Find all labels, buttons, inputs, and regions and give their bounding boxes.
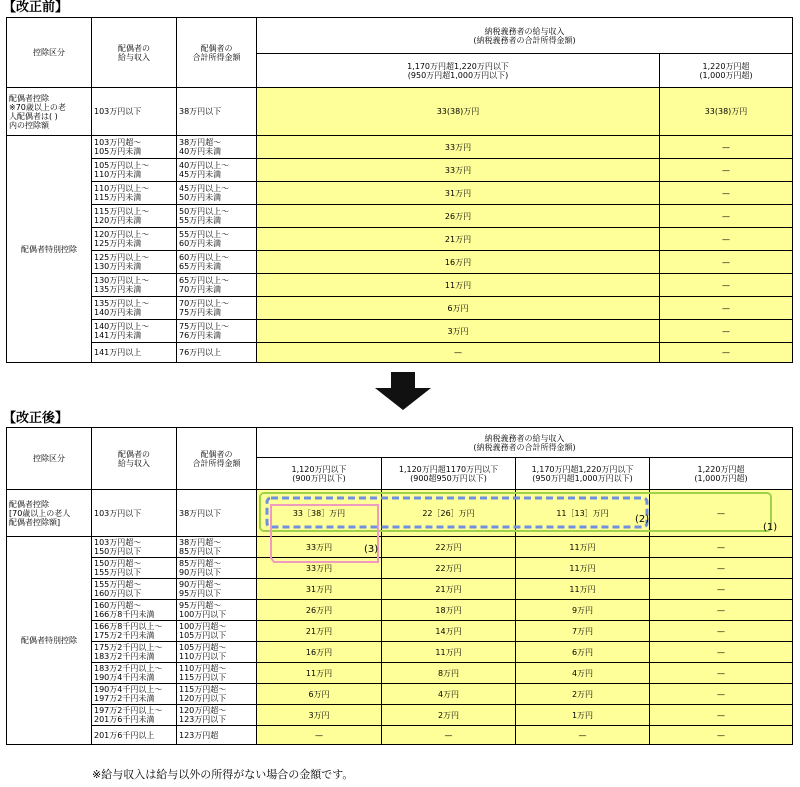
deduction-value: 4万円 — [516, 663, 650, 684]
after-heading: 【改正後】 — [3, 411, 69, 426]
spouse-total-range: 75万円以上～ 76万円未満 — [177, 320, 257, 343]
deduction-value: 26万円 — [257, 600, 382, 621]
spouse-total-range: 60万円以上～ 65万円未満 — [177, 251, 257, 274]
deduction-value: 4万円 — [382, 684, 516, 705]
after-spouse-deduction-label: 配偶者控除 [70歳以上の老人 配偶者控除額] — [7, 490, 92, 537]
deduction-value: 22万円 — [382, 558, 516, 579]
spouse-total-range: 50万円以上～ 55万円未満 — [177, 205, 257, 228]
spouse-income-range: 197万2千円以上～ 201万6千円未満 — [92, 705, 177, 726]
deduction-value: — — [257, 726, 382, 745]
footnote: ※給与収入は給与以外の所得がない場合の金額です。 — [92, 768, 354, 781]
spouse-total-range: 65万円以上～ 70万円未満 — [177, 274, 257, 297]
before-table — [6, 17, 793, 363]
before-heading: 【改正前】 — [3, 0, 69, 15]
deduction-value: — — [382, 726, 516, 745]
after-header-col3: 1,170万円超1,220万円以下 (950万円超1,000万円以下) — [516, 458, 650, 490]
deduction-value: 18万円 — [382, 600, 516, 621]
deduction-value: 16万円 — [257, 251, 660, 274]
deduction-value: 1万円 — [516, 705, 650, 726]
spouse-income-range: 135万円以上～ 140万円未満 — [92, 297, 177, 320]
table-row — [7, 684, 793, 705]
deduction-value: — — [660, 251, 793, 274]
spouse-income-range: 120万円以上～ 125万円未満 — [92, 228, 177, 251]
table-row — [7, 274, 793, 297]
deduction-value: — — [650, 621, 793, 642]
deduction-value: — — [660, 205, 793, 228]
table-row — [7, 579, 793, 600]
deduction-value: — — [660, 274, 793, 297]
spouse-total-range: 100万円超～ 105万円以下 — [177, 621, 257, 642]
deduction-value: 31万円 — [257, 579, 382, 600]
table-row — [7, 642, 793, 663]
deduction-value: 11万円 — [516, 558, 650, 579]
spouse-total-range: 105万円超～ 110万円以下 — [177, 642, 257, 663]
deduction-value: 7万円 — [516, 621, 650, 642]
spouse-income-range: 201万6千円以上 — [92, 726, 177, 745]
after-spouse-deduction-v1: 33［38］万円 — [257, 490, 382, 537]
deduction-value: — — [257, 343, 660, 363]
spouse-income-range: 103万円超～ 105万円未満 — [92, 136, 177, 159]
deduction-value: — — [660, 182, 793, 205]
spouse-income-range: 110万円以上～ 115万円未満 — [92, 182, 177, 205]
spouse-income-range: 105万円以上～ 110万円未満 — [92, 159, 177, 182]
deduction-value: 9万円 — [516, 600, 650, 621]
before-header-col2: 1,220万円超 (1,000万円超) — [660, 54, 793, 88]
deduction-value: — — [650, 537, 793, 558]
before-spouse-deduction-income: 103万円以下 — [92, 88, 177, 136]
after-header-taxpayer: 納税義務者の給与収入 (納税義務者の合計所得金額) — [257, 428, 793, 458]
spouse-total-range: 110万円超～ 115万円以下 — [177, 663, 257, 684]
spouse-total-range: 123万円超 — [177, 726, 257, 745]
deduction-value: 8万円 — [382, 663, 516, 684]
deduction-value: — — [650, 642, 793, 663]
before-header-spouse-income: 配偶者の 給与収入 — [92, 18, 177, 88]
deduction-value: 31万円 — [257, 182, 660, 205]
deduction-value: — — [660, 343, 793, 363]
before-header-spouse-total: 配偶者の 合計所得金額 — [177, 18, 257, 88]
deduction-value: — — [650, 684, 793, 705]
after-special-deduction-label: 配偶者特別控除 — [7, 537, 92, 745]
deduction-value: — — [650, 726, 793, 745]
spouse-total-range: 38万円超～ 85万円以下 — [177, 537, 257, 558]
before-spouse-deduction-v2: 33(38)万円 — [660, 88, 793, 136]
deduction-value: 26万円 — [257, 205, 660, 228]
spouse-income-range: 130万円以上～ 135万円未満 — [92, 274, 177, 297]
after-header-kubun: 控除区分 — [7, 428, 92, 490]
table-row — [7, 537, 793, 558]
spouse-income-range: 155万円超～ 160万円以下 — [92, 579, 177, 600]
table-row — [7, 621, 793, 642]
deduction-value: 21万円 — [257, 228, 660, 251]
annotation-label-2: (2) — [635, 514, 650, 525]
deduction-value: — — [650, 663, 793, 684]
before-special-deduction-label: 配偶者特別控除 — [7, 136, 92, 363]
deduction-value: 2万円 — [516, 684, 650, 705]
deduction-value: 21万円 — [382, 579, 516, 600]
spouse-total-range: 120万円超～ 123万円以下 — [177, 705, 257, 726]
deduction-value: 33万円 — [257, 159, 660, 182]
down-arrow-icon — [375, 372, 431, 410]
deduction-value: — — [650, 705, 793, 726]
spouse-total-range: 90万円超～ 95万円以下 — [177, 579, 257, 600]
table-row — [7, 228, 793, 251]
deduction-value: 11万円 — [257, 663, 382, 684]
after-header-col1: 1,120万円以下 (900万円以下) — [257, 458, 382, 490]
deduction-value: — — [660, 136, 793, 159]
spouse-income-range: 190万4千円以上～ 197万2千円未満 — [92, 684, 177, 705]
deduction-value: 33万円 — [257, 136, 660, 159]
spouse-total-range: 115万円超～ 120万円以下 — [177, 684, 257, 705]
deduction-value: 11万円 — [257, 274, 660, 297]
spouse-total-range: 85万円超～ 90万円以下 — [177, 558, 257, 579]
spouse-income-range: 141万円以上 — [92, 343, 177, 363]
deduction-value: 2万円 — [382, 705, 516, 726]
deduction-value: — — [660, 320, 793, 343]
deduction-value: — — [660, 159, 793, 182]
table-row — [7, 558, 793, 579]
annotation-label-1: (1) — [763, 522, 778, 533]
deduction-value: 33万円 — [257, 537, 382, 558]
spouse-total-range: 95万円超～ 100万円以下 — [177, 600, 257, 621]
before-header-col1: 1,170万円超1,220万円以下 (950万円超1,000万円以下) — [257, 54, 660, 88]
table-row — [7, 159, 793, 182]
before-spouse-deduction-total: 38万円以下 — [177, 88, 257, 136]
deduction-value: — — [516, 726, 650, 745]
table-row — [7, 136, 793, 159]
deduction-value: 3万円 — [257, 320, 660, 343]
after-header-col4: 1,220万円超 (1,000万円超) — [650, 458, 793, 490]
after-spouse-deduction-v4: — — [650, 490, 793, 537]
table-row — [7, 182, 793, 205]
after-spouse-deduction-v3: 11［13］万円 — [516, 490, 650, 537]
deduction-value: 6万円 — [257, 684, 382, 705]
table-row — [7, 297, 793, 320]
after-header-spouse-income: 配偶者の 給与収入 — [92, 428, 177, 490]
table-row — [7, 320, 793, 343]
table-row — [7, 726, 793, 745]
deduction-value: — — [650, 558, 793, 579]
deduction-value: — — [650, 600, 793, 621]
deduction-value: — — [660, 228, 793, 251]
spouse-total-range: 70万円以上～ 75万円未満 — [177, 297, 257, 320]
spouse-total-range: 38万円超～ 40万円未満 — [177, 136, 257, 159]
table-row — [7, 600, 793, 621]
spouse-total-range: 76万円以上 — [177, 343, 257, 363]
after-header-col2: 1,120万円超1170万円以下 (900超950万円以下) — [382, 458, 516, 490]
spouse-income-range: 140万円以上～ 141万円未満 — [92, 320, 177, 343]
spouse-income-range: 115万円以上～ 120万円未満 — [92, 205, 177, 228]
deduction-value: 11万円 — [516, 537, 650, 558]
spouse-total-range: 45万円以上～ 50万円未満 — [177, 182, 257, 205]
spouse-income-range: 160万円超～ 166万8千円未満 — [92, 600, 177, 621]
after-spouse-deduction-income: 103万円以下 — [92, 490, 177, 537]
deduction-value: 22万円 — [382, 537, 516, 558]
before-spouse-deduction-label: 配偶者控除 ※70歳以上の老 人配偶者は( ) 内の控除額 — [7, 88, 92, 136]
spouse-income-range: 183万2千円以上～ 190万4千円未満 — [92, 663, 177, 684]
deduction-value: 6万円 — [516, 642, 650, 663]
deduction-value: 6万円 — [257, 297, 660, 320]
deduction-value: 21万円 — [257, 621, 382, 642]
spouse-income-range: 175万2千円以上～ 183万2千円未満 — [92, 642, 177, 663]
table-row — [7, 251, 793, 274]
deduction-value: 11万円 — [382, 642, 516, 663]
spouse-total-range: 55万円以上～ 60万円未満 — [177, 228, 257, 251]
deduction-value: 14万円 — [382, 621, 516, 642]
deduction-value: 3万円 — [257, 705, 382, 726]
spouse-income-range: 103万円超～ 150万円以下 — [92, 537, 177, 558]
after-header-spouse-total: 配偶者の 合計所得金額 — [177, 428, 257, 490]
table-row — [7, 705, 793, 726]
after-spouse-deduction-v2: 22［26］万円 — [382, 490, 516, 537]
before-header-taxpayer: 納税義務者の給与収入 (納税義務者の合計所得金額) — [257, 18, 793, 54]
deduction-value: 16万円 — [257, 642, 382, 663]
deduction-value: — — [650, 579, 793, 600]
before-spouse-deduction-v1: 33(38)万円 — [257, 88, 660, 136]
spouse-total-range: 40万円以上～ 45万円未満 — [177, 159, 257, 182]
deduction-value: 11万円 — [516, 579, 650, 600]
spouse-income-range: 125万円以上～ 130万円未満 — [92, 251, 177, 274]
table-row — [7, 663, 793, 684]
after-table — [6, 427, 793, 745]
table-row — [7, 343, 793, 363]
deduction-value: — — [660, 297, 793, 320]
table-row — [7, 205, 793, 228]
annotation-label-3: (3) — [364, 544, 379, 555]
spouse-income-range: 150万円超～ 155万円以下 — [92, 558, 177, 579]
spouse-income-range: 166万8千円以上～ 175万2千円未満 — [92, 621, 177, 642]
deduction-value: 33万円 — [257, 558, 382, 579]
before-header-kubun: 控除区分 — [7, 18, 92, 88]
after-spouse-deduction-total: 38万円以下 — [177, 490, 257, 537]
